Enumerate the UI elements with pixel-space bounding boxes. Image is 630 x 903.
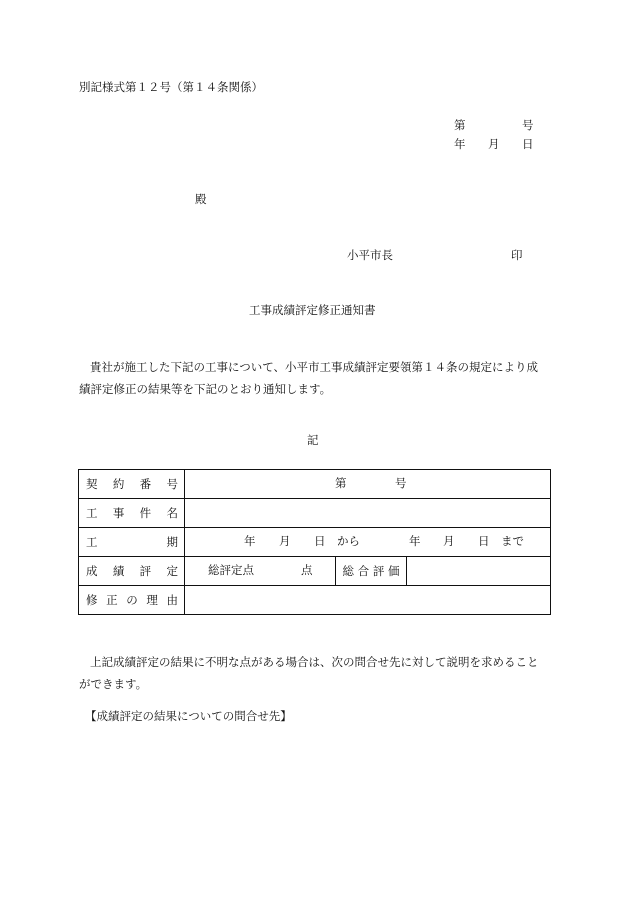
revision-reason-value (185, 586, 551, 615)
issuer-name: 小平市長 (347, 248, 393, 262)
work-name-value (185, 499, 551, 528)
total-points-cell: 総評定点 点 (185, 557, 336, 586)
revision-reason-label: 修 正 の 理 由 (79, 586, 185, 615)
table-row (79, 557, 551, 586)
ki-heading: 記 (307, 433, 319, 447)
table-row (79, 499, 551, 528)
contract-number-label: 契 約 番 号 (79, 470, 185, 499)
contact-heading: 【成績評定の結果についての問合せ先】 (85, 709, 292, 723)
rating-label: 成 績 評 定 (79, 557, 185, 586)
document-title: 工事成績評定修正通知書 (249, 303, 376, 317)
notice-table (78, 469, 551, 615)
date-day: 日 (522, 137, 534, 151)
table-row (79, 470, 551, 499)
work-name-label: 工 事 件 名 (79, 499, 185, 528)
addressee-suffix: 殿 (195, 192, 207, 206)
overall-eval-label: 総 合 評 価 (336, 557, 407, 586)
overall-eval-value (407, 557, 551, 586)
table-row (79, 528, 551, 557)
period-label: 工 期 (79, 528, 185, 557)
seal-mark: 印 (511, 248, 523, 262)
table-row (79, 586, 551, 615)
body-line-1: 貴社が施工した下記の工事について、小平市工事成績評定要領第１４条の規定により成 (90, 360, 539, 374)
footer-paragraph (79, 651, 551, 695)
contract-number-value: 第 号 (185, 470, 551, 499)
footer-line-1: 上記成績評定の結果に不明な点がある場合は、次の問合せ先に対して説明を求めること (90, 655, 539, 669)
period-value: 年 月 日 から 年 月 日 まで (185, 528, 551, 557)
date-year: 年 (454, 137, 466, 151)
form-reference: 別記様式第１２号（第１４条関係） (79, 80, 263, 94)
body-line-2: 績評定修正の結果等を下記のとおり通知します。 (79, 382, 332, 396)
footer-line-2: ができます。 (79, 677, 148, 691)
doc-number-prefix: 第 (454, 118, 466, 132)
date-month: 月 (488, 137, 500, 151)
body-paragraph (79, 356, 551, 400)
doc-number-suffix: 号 (522, 118, 534, 132)
